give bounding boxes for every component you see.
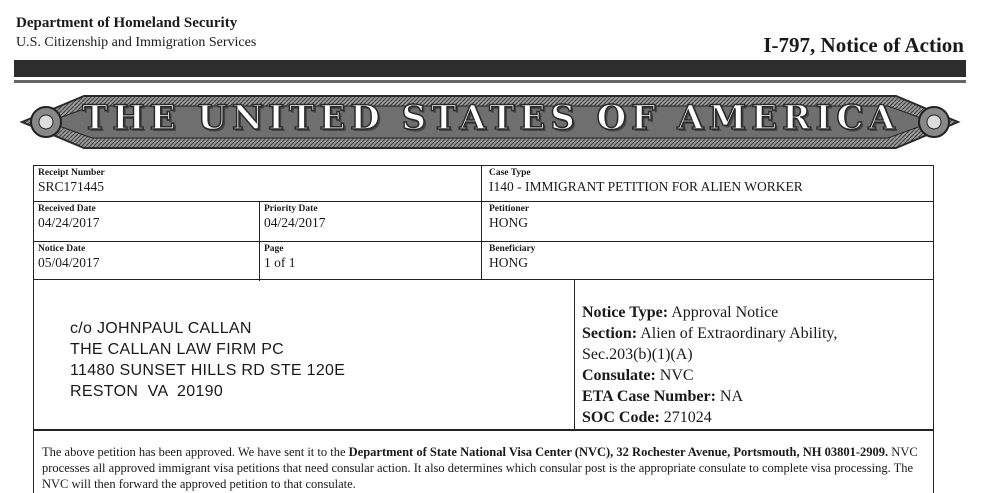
header-rule bbox=[14, 80, 966, 83]
header-bar bbox=[14, 60, 966, 77]
soc-value: 271024 bbox=[663, 409, 712, 426]
priority-date-cell bbox=[260, 202, 481, 241]
address-line: RESTON VA 20190 bbox=[70, 383, 224, 400]
address-line: c/o JOHNPAUL CALLAN bbox=[70, 320, 252, 337]
notice-date-label: Notice Date bbox=[38, 244, 86, 254]
agency-header bbox=[16, 14, 256, 52]
receipt-number-label: Receipt Number bbox=[38, 168, 105, 178]
agency-name: Department of Homeland Security bbox=[16, 15, 238, 31]
received-date-value: 04/24/2017 bbox=[38, 215, 100, 230]
consulate-row bbox=[582, 365, 837, 386]
notice-type-row bbox=[582, 302, 837, 323]
eta-label: ETA Case Number: bbox=[582, 388, 716, 405]
eta-row bbox=[582, 386, 837, 407]
received-date-cell bbox=[34, 202, 259, 241]
consulate-value: NVC bbox=[659, 367, 694, 384]
case-type-cell bbox=[485, 166, 935, 201]
section-value: Alien of Extraordinary Ability, bbox=[640, 325, 838, 342]
priority-date-value: 04/24/2017 bbox=[264, 215, 326, 230]
receipt-number-cell bbox=[34, 166, 481, 201]
petitioner-value: HONG bbox=[489, 215, 528, 230]
petitioner-label: Petitioner bbox=[489, 204, 530, 214]
section-row bbox=[582, 323, 837, 344]
beneficiary-value: HONG bbox=[489, 255, 528, 270]
eta-value: NA bbox=[719, 388, 744, 405]
notice-details bbox=[582, 302, 837, 428]
consulate-label: Consulate: bbox=[582, 367, 656, 384]
receipt-number-value: SRC171445 bbox=[38, 179, 105, 194]
priority-date-label: Priority Date bbox=[264, 204, 318, 214]
banner-title: THE UNITED STATES OF AMERICA bbox=[82, 98, 900, 138]
approval-message bbox=[42, 444, 922, 492]
case-type-value: I140 - IMMIGRANT PETITION FOR ALIEN WORKER bbox=[489, 179, 803, 194]
message-text-cont: NVC processes all approved immigrant visa petitions that need consular action. It also determines which consular post is the appropriate consulate to complete visa processing. The NVC will then forward the approved petition to that consulate. bbox=[42, 445, 918, 491]
beneficiary-label: Beneficiary bbox=[489, 244, 536, 254]
page-value: 1 of 1 bbox=[264, 255, 296, 270]
petitioner-cell bbox=[485, 202, 935, 241]
notice-date-value: 05/04/2017 bbox=[38, 255, 100, 270]
notice-type-value: Approval Notice bbox=[671, 304, 779, 321]
nvc-address: Department of State National Visa Center (NVC), 32 Rochester Avenue, Portsmouth, NH 03801-2909. bbox=[348, 445, 889, 459]
notice-type-label: Notice Type: bbox=[582, 304, 669, 321]
beneficiary-cell bbox=[485, 242, 935, 281]
form-title: I-797, Notice of Action bbox=[763, 33, 964, 57]
case-info-grid bbox=[33, 165, 934, 280]
message-text: The above petition has been approved. We have sent it to the bbox=[42, 445, 349, 459]
page-label: Page bbox=[264, 244, 284, 254]
soc-label: SOC Code: bbox=[582, 409, 660, 426]
section-value-cont: Sec.203(b)(1)(A) bbox=[582, 346, 693, 363]
page-cell bbox=[260, 242, 481, 281]
section-label: Section: bbox=[582, 325, 638, 342]
address-line: 11480 SUNSET HILLS RD STE 120E bbox=[70, 362, 346, 379]
received-date-label: Received Date bbox=[38, 204, 96, 214]
case-type-label: Case Type bbox=[489, 168, 531, 178]
agency-subname: U.S. Citizenship and Immigration Services bbox=[16, 35, 257, 50]
address-line: THE CALLAN LAW FIRM PC bbox=[70, 341, 285, 358]
soc-row bbox=[582, 407, 837, 428]
notice-date-cell bbox=[34, 242, 259, 281]
mailing-address bbox=[70, 318, 345, 402]
